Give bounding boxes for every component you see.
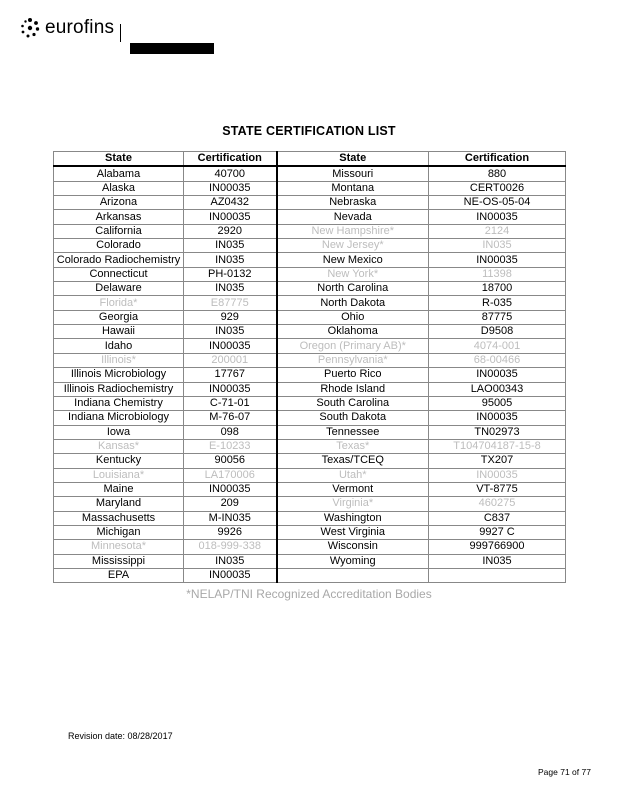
state-cell: Massachusetts [54,511,184,525]
certification-cell: IN00035 [184,482,277,496]
eurofins-logo-icon [18,16,42,40]
certification-cell: CERT0026 [429,181,566,195]
certification-cell: LAO00343 [429,382,566,396]
column-header-certification-right: Certification [429,152,566,167]
logo-divider [120,24,121,42]
table-row [54,267,566,281]
table-row [54,282,566,296]
state-cell: Delaware [54,282,184,296]
certification-cell: IN00035 [429,368,566,382]
state-cell: New Jersey* [277,239,429,253]
table-row [54,439,566,453]
state-cell: Tennessee [277,425,429,439]
table-row [54,368,566,382]
certification-cell: R-035 [429,296,566,310]
certification-cell: 929 [184,310,277,324]
state-cell: Missouri [277,166,429,181]
state-cell: Indiana Chemistry [54,396,184,410]
table-row [54,554,566,568]
state-cell: Pennsylvania* [277,353,429,367]
state-cell [277,568,429,582]
table-row [54,568,566,582]
page-title: STATE CERTIFICATION LIST [222,124,396,138]
state-cell: Montana [277,181,429,195]
state-cell: Maine [54,482,184,496]
table-row [54,166,566,181]
certification-cell: IN035 [184,239,277,253]
certification-cell: 018-999-338 [184,540,277,554]
state-cell: Wyoming [277,554,429,568]
state-cell: Texas* [277,439,429,453]
state-cell: Colorado Radiochemistry [54,253,184,267]
certification-cell: D9508 [429,325,566,339]
certification-cell: E-10233 [184,439,277,453]
certification-cell: 9927 C [429,525,566,539]
certification-cell: 999766900 [429,540,566,554]
state-cell: Alaska [54,181,184,195]
state-cell: Idaho [54,339,184,353]
certification-cell: IN035 [184,554,277,568]
state-cell: Wisconsin [277,540,429,554]
certification-cell: IN00035 [184,568,277,582]
state-cell: Alabama [54,166,184,181]
table-row [54,210,566,224]
certification-cell: IN035 [429,239,566,253]
certification-cell: 9926 [184,525,277,539]
state-cell: New York* [277,267,429,281]
state-cell: Connecticut [54,267,184,281]
certification-cell: C837 [429,511,566,525]
certification-cell: 90056 [184,454,277,468]
certification-cell: 18700 [429,282,566,296]
column-header-state-left: State [54,152,184,167]
table-row [54,353,566,367]
certification-cell: 95005 [429,396,566,410]
redaction-bar [130,43,214,54]
table-row [54,253,566,267]
table-row [54,454,566,468]
table-row [54,181,566,195]
state-cell: EPA [54,568,184,582]
state-cell: Kentucky [54,454,184,468]
table-row [54,296,566,310]
page-number: Page 71 of 77 [538,767,591,777]
state-cell: Kansas* [54,439,184,453]
revision-date: Revision date: 08/28/2017 [68,731,173,741]
certification-cell: IN00035 [429,411,566,425]
certification-cell: C-71-01 [184,396,277,410]
certification-cell: IN00035 [429,253,566,267]
state-cell: West Virginia [277,525,429,539]
table-row [54,196,566,210]
state-cell: Georgia [54,310,184,324]
table-header-row [54,152,566,167]
state-cell: Texas/TCEQ [277,454,429,468]
certification-cell: M-IN035 [184,511,277,525]
certification-cell: TN02973 [429,425,566,439]
certification-cell: IN00035 [184,210,277,224]
table-row [54,525,566,539]
state-cell: Maryland [54,497,184,511]
eurofins-logo [18,16,114,40]
certification-cell: 40700 [184,166,277,181]
state-cell: Louisiana* [54,468,184,482]
state-cell: Nebraska [277,196,429,210]
state-cell: Ohio [277,310,429,324]
state-cell: Washington [277,511,429,525]
table-row [54,425,566,439]
state-cell: Utah* [277,468,429,482]
certification-cell: 87775 [429,310,566,324]
state-cell: Hawaii [54,325,184,339]
state-cell: Indiana Microbiology [54,411,184,425]
certification-cell: 098 [184,425,277,439]
state-cell: Michigan [54,525,184,539]
table-row [54,511,566,525]
certification-cell: 17767 [184,368,277,382]
certification-cell: IN00035 [184,382,277,396]
column-header-certification-left: Certification [184,152,277,167]
table-row [54,411,566,425]
certification-cell: NE-OS-05-04 [429,196,566,210]
certification-cell: 880 [429,166,566,181]
state-cell: Illinois Radiochemistry [54,382,184,396]
certification-cell: PH-0132 [184,267,277,281]
state-cell: Nevada [277,210,429,224]
table-row [54,540,566,554]
state-cell: Virginia* [277,497,429,511]
state-cell: Arizona [54,196,184,210]
state-cell: North Carolina [277,282,429,296]
state-cell: North Dakota [277,296,429,310]
state-cell: Puerto Rico [277,368,429,382]
state-cell: Iowa [54,425,184,439]
state-cell: Vermont [277,482,429,496]
table-row [54,224,566,238]
state-cell: Illinois* [54,353,184,367]
table-row [54,482,566,496]
state-cell: South Carolina [277,396,429,410]
state-cell: New Mexico [277,253,429,267]
certification-cell: 68-00466 [429,353,566,367]
certification-cell: LA170006 [184,468,277,482]
certification-cell: IN00035 [429,468,566,482]
certification-cell: IN035 [429,554,566,568]
certification-cell: 2124 [429,224,566,238]
certification-table [53,151,566,583]
table-row [54,339,566,353]
certification-cell: IN00035 [184,181,277,195]
table-row [54,325,566,339]
state-cell: Illinois Microbiology [54,368,184,382]
state-cell: Rhode Island [277,382,429,396]
certification-cell: 209 [184,497,277,511]
certification-cell: 2920 [184,224,277,238]
certification-cell: IN00035 [429,210,566,224]
certification-cell: VT-8775 [429,482,566,496]
table-row [54,468,566,482]
table-row [54,382,566,396]
column-header-state-right: State [277,152,429,167]
certification-cell: IN00035 [184,339,277,353]
state-cell: Florida* [54,296,184,310]
certification-cell: T104704187-15-8 [429,439,566,453]
certification-cell [429,568,566,582]
state-cell: Oklahoma [277,325,429,339]
brand-name: eurofins [45,17,115,38]
certification-cell: M-76-07 [184,411,277,425]
certification-cell: E87775 [184,296,277,310]
state-cell: New Hampshire* [277,224,429,238]
certification-cell: 460275 [429,497,566,511]
certification-cell: IN035 [184,253,277,267]
state-cell: Mississippi [54,554,184,568]
certification-cell: TX207 [429,454,566,468]
certification-cell: 200001 [184,353,277,367]
certification-cell: 11398 [429,267,566,281]
certification-cell: IN035 [184,282,277,296]
state-cell: Oregon (Primary AB)* [277,339,429,353]
certification-cell: AZ0432 [184,196,277,210]
table-row [54,310,566,324]
table-row [54,239,566,253]
state-cell: Minnesota* [54,540,184,554]
certification-cell: IN035 [184,325,277,339]
state-cell: Arkansas [54,210,184,224]
state-cell: Colorado [54,239,184,253]
accreditation-footnote: *NELAP/TNI Recognized Accreditation Bodies [186,587,432,601]
certification-cell: 4074-001 [429,339,566,353]
state-cell: California [54,224,184,238]
table-row [54,497,566,511]
table-row [54,396,566,410]
state-cell: South Dakota [277,411,429,425]
